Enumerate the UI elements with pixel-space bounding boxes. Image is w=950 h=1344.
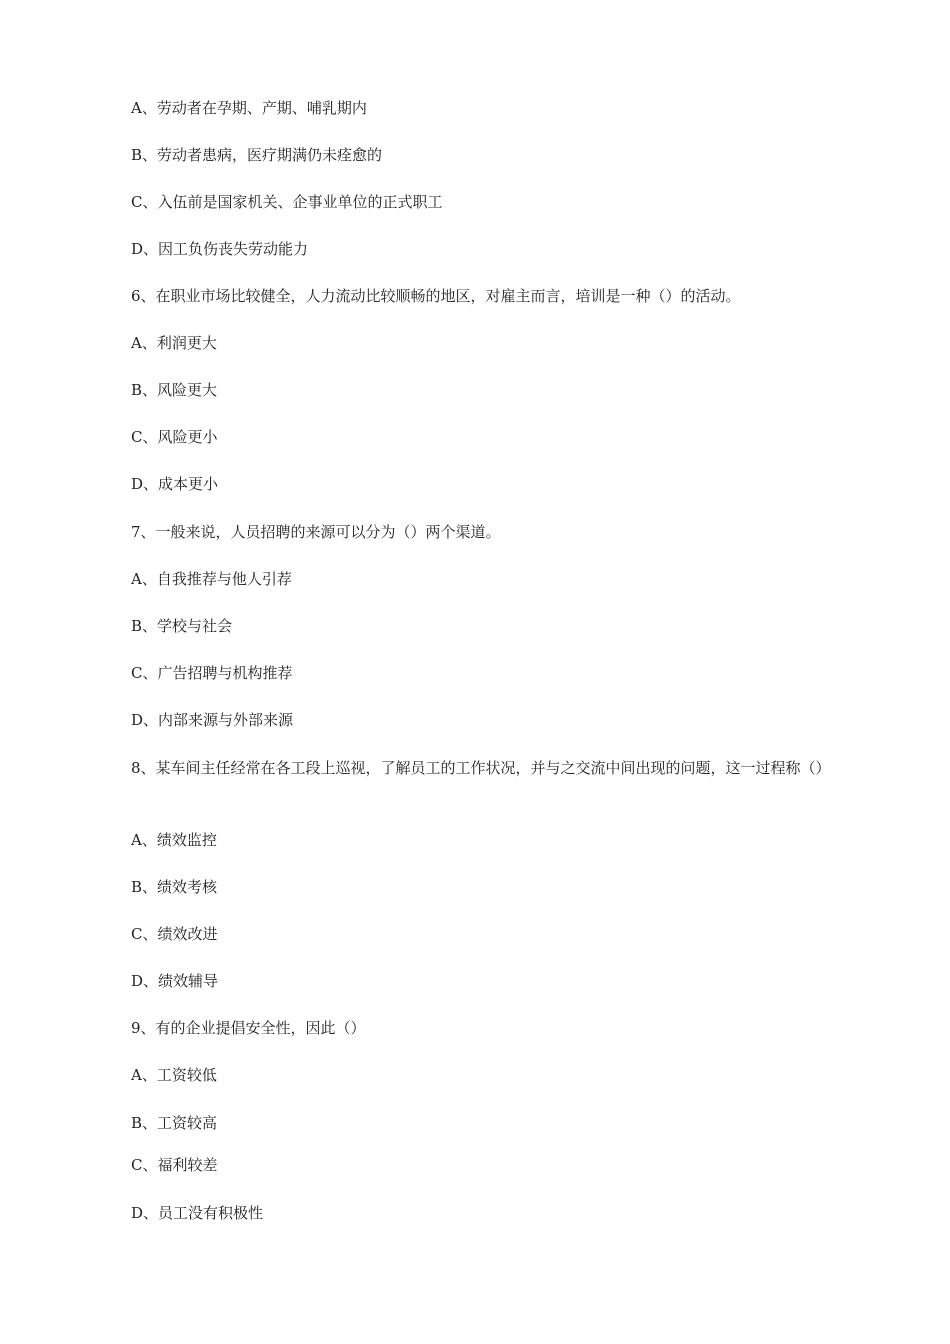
option-d-q6: D、成本更小 [131, 475, 219, 493]
question-6: 6、在职业市场比较健全，人力流动比较顺畅的地区，对雇主而言，培训是一种（）的活动。 [131, 287, 741, 305]
option-b-q9: B、工资较高 [131, 1114, 218, 1132]
option-d-q7: D、内部来源与外部来源 [131, 711, 294, 729]
option-a-q6: A、利润更大 [131, 334, 217, 352]
option-a-q7: A、自我推荐与他人引荐 [131, 570, 292, 588]
option-d-q9: D、员工没有积极性 [131, 1204, 264, 1222]
option-c-q5: C、入伍前是国家机关、企事业单位的正式职工 [131, 193, 443, 211]
option-a-q9: A、工资较低 [131, 1066, 217, 1084]
option-b-q6: B、风险更大 [131, 381, 218, 399]
option-c-q9: C、福利较差 [131, 1156, 218, 1174]
option-d-q8: D、绩效辅导 [131, 972, 219, 990]
option-c-q7: C、广告招聘与机构推荐 [131, 664, 293, 682]
question-7: 7、一般来说，人员招聘的来源可以分为（）两个渠道。 [131, 523, 501, 541]
question-8: 8、某车间主任经常在各工段上巡视，了解员工的工作状况，并与之交流中间出现的问题，这一过程称（） [131, 759, 831, 777]
option-a-q5: A、劳动者在孕期、产期、哺乳期内 [131, 99, 367, 117]
question-9: 9、有的企业提倡安全性，因此（） [131, 1019, 366, 1037]
option-a-q8: A、绩效监控 [131, 831, 217, 849]
option-d-q5: D、因工负伤丧失劳动能力 [131, 240, 309, 258]
option-b-q8: B、绩效考核 [131, 878, 218, 896]
option-b-q5: B、劳动者患病，医疗期满仍未痊愈的 [131, 146, 383, 164]
option-c-q8: C、绩效改进 [131, 925, 218, 943]
option-b-q7: B、学校与社会 [131, 617, 233, 635]
option-c-q6: C、风险更小 [131, 428, 218, 446]
